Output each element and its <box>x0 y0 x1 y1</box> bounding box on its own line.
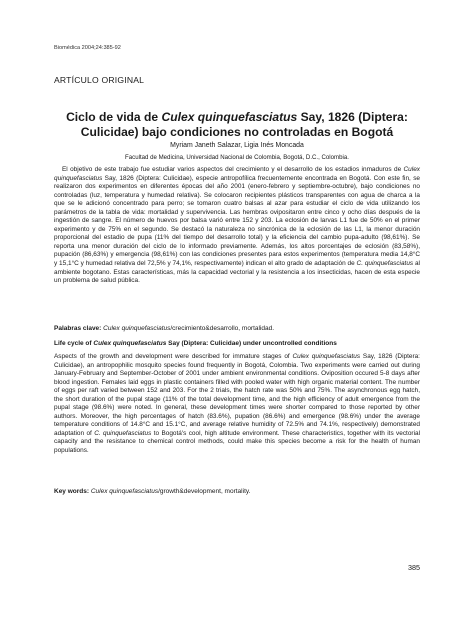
keywords-en-label: Key words: <box>54 488 90 495</box>
abstract-es-part-2: Say, 1826 (Diptera: Culicidae), especie antropofílica frecuentemente encontrada en Bogotá. Con este fin, se realizaron dos experimentos en diferentes épocas del año 2001 (enero-febrero y septiembre-octubre), bajo condiciones no controladas (luz, temperatura y humedad relativa). Se colocaron recipientes plásticos transparentes con agua de charca a la que se le adicionó concentrado para perro; se tomaron cuatro balsas al azar para estudiar el ciclo de vida utilizando los parámetros de la tabla de vida: mortalidad y supervivencia. Las hembras ovipositaron entre cinco y ocho días después de la ingestión de sangre. El número de huevos por balsa varió entre 152 y 203. La eclosión de larvas L1 fue de 50% en el primer experimento y de 75% en el segundo. Se destacó la naturaleza no sincrónica de la eclosión de las L1, la menor duración proporcional del estadio de pupa (11% del tiempo del desarrollo total) y la eficiencia del cambio pupa-adulto (98,61%). Se reporta una menor duración del ciclo de lo informado previamente. Además, los altos porcentajes de eclosión (83,58%), pupación (86,63%) y emergencia (98,61%) con las condiciones presentes para estos experimentos (temperatura media 14,8°C y 15,1°C y humedad relativa del 72,5% y 74,1%, respectivamente) indican el alto grado de adaptación de <box>54 174 420 268</box>
abstract-en-part-2: Say, 1826 (Diptera: Culicidae), an antropophilic mosquito species found frequently in Bogotá, Colombia. Two experiments were carried out during January-February and September-October of 2001 under ambient environmental conditions. Oviposition occured 5-8 days after blood ingestion. Females laid eggs in plastic containers filled with pooled water with high organic material content. The number of eggs per raft varied between 152 and 203. For the 2 trials, the hatch rate was 50% and 75%. The asynchronous egg hatch, the short duration of the pupal stage (11% of the total development time, and the high efficiency of adult emergence from the pupal stage (98.6%) were noted. In general, these development times were shorter compared to those reported by other authors. Moreover, the high percentages of hatch (83.6%), pupation (86.6%) and emergence (98.6%) under the average temperature conditions of 14.8°C and 15.1°C, and average relative humidity of 72.5% and 74.1%, respectively) demonstrated adaptation of <box>54 353 420 437</box>
abstract-es-part-3: al ambiente bogotano. Estas características, más la capacidad vectorial y la resistencia a los insecticidas, hacen de esta especie un problema de salud pública. <box>54 260 420 285</box>
keywords-en-species: Culex quinquefasciatus <box>90 488 159 495</box>
section-label: ARTÍCULO ORIGINAL <box>54 75 145 85</box>
abstract-english <box>54 353 420 456</box>
keywords-english <box>54 488 420 495</box>
journal-reference: Biomédica 2004;24:385-92 <box>54 45 121 51</box>
abstract-en-species-1: Culex quinquefasciatus <box>292 353 361 360</box>
title-part-1: Ciclo de vida de <box>66 110 162 124</box>
affiliation: Facultad de Medicina, Universidad Nacional de Colombia, Bogotá, D.C., Colombia. <box>125 154 349 161</box>
article-title <box>54 110 420 140</box>
en-title-species: Culex quinquefasciatus <box>93 340 167 347</box>
abstract-es-part-1: El objetivo de este trabajo fue estudiar varios aspectos del crecimiento y el desarrollo de los estadios inmaduros de <box>62 166 404 173</box>
abstract-en-part-3: to Bogotá's cool, high altitude environment. These characteristics, together with its vectorial capacity and the resistance to chemical control methods, could make this species become a risk for the health of human populations. <box>54 429 421 455</box>
en-title-part-1: Life cycle of <box>54 340 94 347</box>
en-title-part-2: Say (Diptera: Culicidae) under uncontrolled conditions <box>166 340 337 347</box>
keywords-es-label: Palabras clave: <box>54 325 102 332</box>
abstract-es-species-1: Culex quinquefasciatus <box>54 166 420 182</box>
abstract-en-part-1: Aspects of the growth and development were described for immature stages of <box>54 353 293 360</box>
abstract-es-species-2: C. quinquefasciatus <box>356 260 414 268</box>
english-title <box>54 340 420 347</box>
keywords-en-rest: /growth&development, mortality. <box>158 488 251 495</box>
title-species: Culex quinquefasciatus <box>161 110 298 124</box>
keywords-spanish <box>54 325 420 332</box>
title-part-2: Say, 1826 (Diptera: Culicidae) bajo condiciones no controladas en Bogotá <box>80 110 408 139</box>
authors: Myriam Janeth Salazar, Ligia Inés Moncada <box>170 142 304 149</box>
page-number: 385 <box>408 563 420 572</box>
abstract-en-species-2: C. quinquefasciatus <box>94 429 152 437</box>
keywords-es-rest: /crecimiento&desarrollo, mortalidad. <box>170 325 275 332</box>
keywords-es-species: Culex quinquefasciatus <box>103 325 171 332</box>
abstract-spanish <box>54 166 420 286</box>
